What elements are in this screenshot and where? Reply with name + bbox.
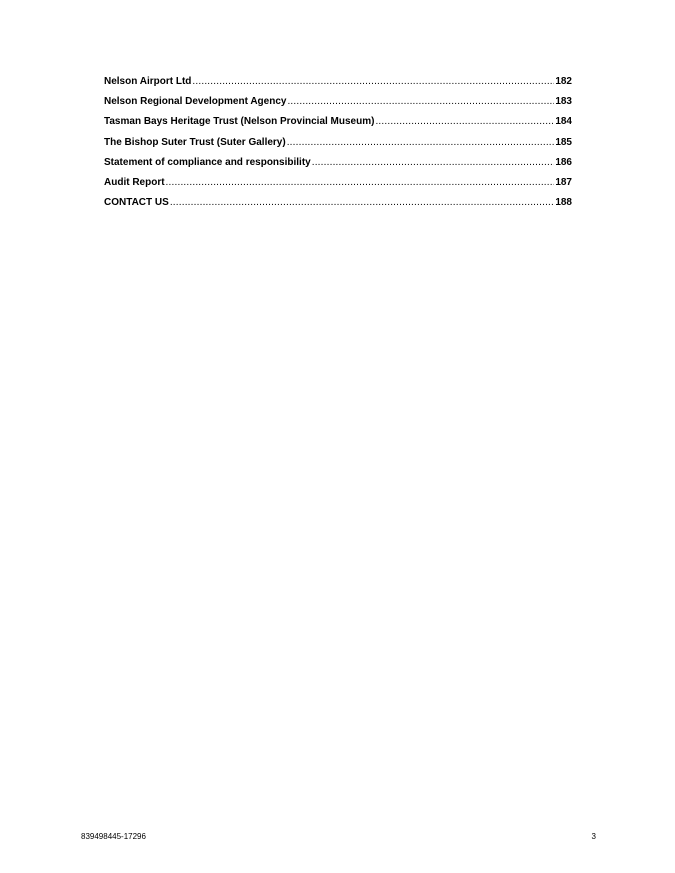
toc-dot-leader — [287, 136, 555, 150]
footer-page-number: 3 — [591, 832, 596, 841]
toc-entry-audit-report[interactable] — [104, 176, 572, 196]
toc-entry-title: Nelson Airport Ltd — [104, 76, 192, 87]
toc-dot-leader — [287, 95, 554, 109]
toc-entry-contact-us[interactable] — [104, 196, 572, 216]
toc-entry-page: 184 — [555, 116, 572, 128]
toc-entry-page: 185 — [555, 136, 572, 148]
toc-entry-tasman-bays-heritage-trust[interactable] — [104, 115, 572, 135]
toc-dot-leader — [170, 196, 555, 210]
toc-entry-page: 183 — [555, 96, 572, 108]
toc-dot-leader — [192, 75, 554, 89]
toc-entry-title: The Bishop Suter Trust (Suter Gallery) — [104, 136, 286, 148]
footer-document-id: 839498445-17296 — [81, 832, 146, 841]
toc-entry-page: 186 — [555, 156, 572, 168]
toc-entry-page: 182 — [555, 76, 572, 87]
toc-entry-title: Statement of compliance and responsibility — [104, 156, 311, 168]
toc-dot-leader — [166, 176, 555, 190]
toc-dot-leader — [312, 156, 555, 170]
toc-entry-title: CONTACT US — [104, 197, 169, 209]
toc-entry-title: Tasman Bays Heritage Trust (Nelson Provincial Museum) — [104, 116, 375, 128]
toc-entry-bishop-suter-trust[interactable] — [104, 136, 572, 156]
table-of-contents — [104, 75, 572, 216]
toc-entry-title: Nelson Regional Development Agency — [104, 96, 287, 108]
toc-entry-nelson-regional-development-agency[interactable] — [104, 95, 572, 115]
toc-entry-title: Audit Report — [104, 176, 165, 188]
toc-entry-page: 187 — [555, 176, 572, 188]
toc-entry-page: 188 — [555, 197, 572, 209]
toc-entry-statement-of-compliance[interactable] — [104, 156, 572, 176]
toc-dot-leader — [375, 115, 554, 129]
toc-entry-nelson-airport[interactable] — [104, 75, 572, 95]
